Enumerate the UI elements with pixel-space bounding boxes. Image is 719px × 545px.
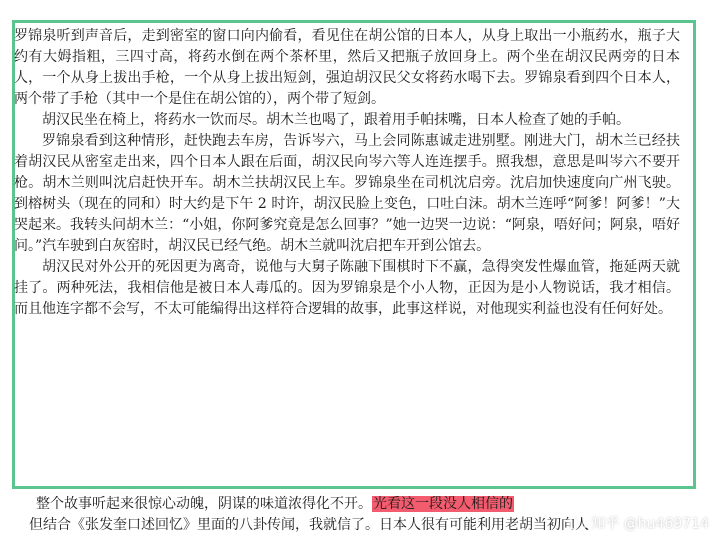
- paragraph-4: 胡汉民对外公开的死因更为离奇，说他与大舅子陈融下围棋时下不赢，急得突发性爆血管，拖延两天就挂了。两种死法，我相信他是被日本人毒瓜的。因为罗锦泉是个小人物，正因为是小人物说话，我才相信。而且他连字都不会写，不太可能编得出这样符合逻辑的故事，此事这样说，对他现实利益也没有任何好处。: [14, 259, 680, 317]
- commentary-line-1: 整个故事听起来很惊心动魄，阴谋的味道浓得化不开。: [36, 496, 372, 512]
- paragraph-3: 罗锦泉看到这种情形，赶快跑去车房，告诉岑六，马上会同陈惠诚走进别墅。刚进大门，胡木兰已经扶着胡汉民从密室走出来，四个日本人跟在后面，胡汉民向岑六等人连连摆手。照我想，意思是叫岑六不要开枪。胡木兰则叫沈启赶快开车。胡木兰扶胡汉民上车。罗锦泉坐在司机沈启旁。沈启加快速度向广州飞驶。到榕树头（现在的同和）时大约是下午 2 时许，胡汉民脸上变色，口吐白沫。胡木兰连呼“阿爹！阿爹！”大哭起来。我转头问胡木兰：“小姐，你阿爹究竟是怎么回事？”她一边哭一边说：“阿泉，唔好问；阿泉，唔好问。”汽车驶到白灰窑时，胡汉民已经气绝。胡木兰就叫沈启把车开到公馆去。: [14, 133, 680, 254]
- zhihu-logo-icon: [569, 514, 587, 532]
- watermark-text: 知乎 @hu469714: [591, 516, 709, 532]
- commentary-line-2: 但结合《张发奎口述回忆》里面的八卦传闻，我就信了。日本人很有可能利用老胡当初向人: [29, 517, 589, 533]
- highlighted-phrase: 光看这一段没人相信的: [373, 496, 513, 512]
- paragraph-1: 罗锦泉听到声音后，走到密室的窗口向内偷看，看见住在胡公馆的日本人，从身上取出一小瓶药水，瓶子大约有大姆指粗，三四寸高，将药水倒在两个茶杯里，然后又把瓶子放回身上。两个坐在胡汉民两旁的日本人，一个从身上拔出手枪，一个从身上拔出短剑，强迫胡汉民父女将药水喝下去。罗锦泉看到四个日本人，两个带了手枪（其中一个是住在胡公馆的），两个带了短剑。: [14, 28, 680, 107]
- quoted-text-block: [14, 26, 680, 320]
- paragraph-2: 胡汉民坐在椅上，将药水一饮而尽。胡木兰也喝了，跟着用手帕抹嘴，日本人检查了她的手帕。: [42, 112, 630, 128]
- watermark: [569, 513, 709, 533]
